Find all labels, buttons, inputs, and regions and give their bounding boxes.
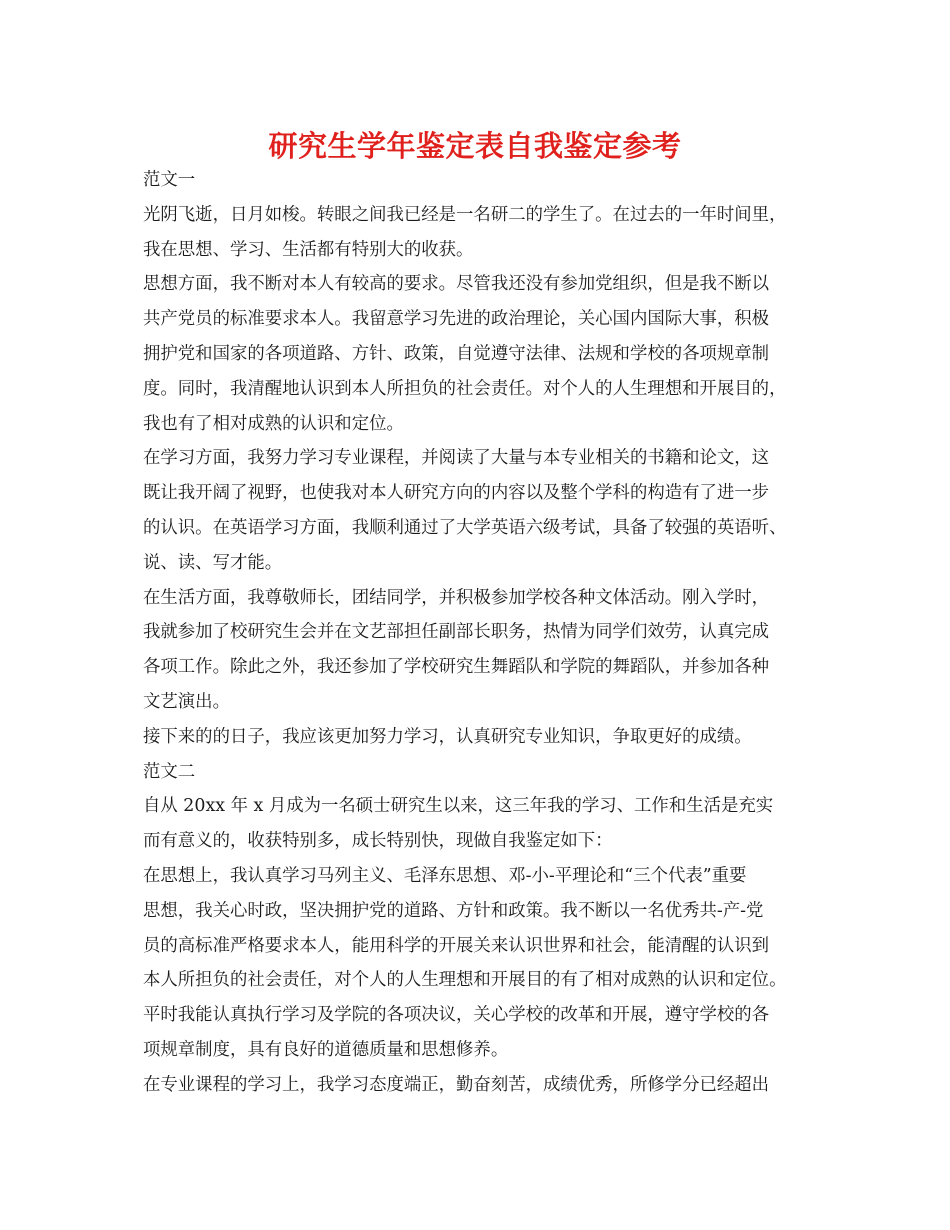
text-line: 共产党员的标准要求本人。我留意学习先进的政治理论，关心国内国际大事，积极 <box>143 309 770 330</box>
text-line: 在生活方面，我尊敬师长，团结同学，并积极参加学校各种文体活动。刚入学时， <box>143 587 770 608</box>
text-line: 思想，我关心时政，坚决拥护党的道路、方针和政策。我不断以一名优秀共-产-党 <box>143 900 764 921</box>
text-line: 我就参加了校研究生会并在文艺部担任副部长职务，热情为同学们效劳，认真完成 <box>143 622 770 643</box>
text-line: 范文一 <box>143 170 196 190</box>
text-line: 在专业课程的学习上，我学习态度端正，勤奋刻苦，成绩优秀，所修学分已经超出 <box>143 1074 770 1095</box>
text-line: 范文二 <box>143 761 196 782</box>
text-line: 项规章制度，具有良好的道德质量和思想修养。 <box>143 1039 509 1060</box>
text-line: 自从 20xx 年 x 月成为一名硕士研究生以来，这三年我的学习、工作和生活是充实 <box>143 796 774 817</box>
text-line: 度。同时，我清醒地认识到本人所担负的社会责任。对个人的人生理想和开展目的， <box>143 378 787 399</box>
text-line: 说、读、写才能。 <box>143 552 283 573</box>
text-line: 平时我能认真执行学习及学院的各项决议，关心学校的改革和开展，遵守学校的各 <box>143 1005 770 1026</box>
text-line: 员的高标准严格要求本人，能用科学的开展关来认识世界和社会，能清醒的认识到 <box>143 935 770 956</box>
text-line: 拥护党和国家的各项道路、方针、政策，自觉遵守法律、法规和学校的各项规章制 <box>143 343 770 364</box>
text-line: 各项工作。除此之外，我还参加了学校研究生舞蹈队和学院的舞蹈队，并参加各种 <box>143 657 770 678</box>
text-line: 本人所担负的社会责任，对个人的人生理想和开展目的有了相对成熟的认识和定位。 <box>143 970 787 991</box>
document-title: 研究生学年鉴定表自我鉴定参考 <box>268 129 682 163</box>
text-line: 思想方面，我不断对本人有较高的要求。尽管我还没有参加党组织，但是我不断以 <box>143 274 770 295</box>
text-line: 我也有了相对成熟的认识和定位。 <box>143 413 404 434</box>
text-line: 光阴飞逝，日月如梭。转眼之间我已经是一名研二的学生了。在过去的一年时间里， <box>143 204 787 225</box>
text-line: 在学习方面，我努力学习专业课程，并阅读了大量与本专业相关的书籍和论文，这 <box>143 448 770 469</box>
document-body <box>143 163 823 1103</box>
text-line: 我在思想、学习、生活都有特别大的收获。 <box>143 239 474 260</box>
text-line: 接下来的的日子，我应该更加努力学习，认真研究专业知识，争取更好的成绩。 <box>143 726 752 747</box>
text-line: 在思想上，我认真学习马列主义、毛泽东思想、邓-小-平理论和“三个代表”重要 <box>143 865 747 886</box>
text-line: 的认识。在英语学习方面，我顺利通过了大学英语六级考试，具备了较强的英语听、 <box>143 517 787 538</box>
text-line: 而有意义的，收获特别多，成长特别快，现做自我鉴定如下： <box>143 831 613 852</box>
text-line: 文艺演出。 <box>143 691 230 712</box>
text-line: 既让我开阔了视野，也使我对本人研究方向的内容以及整个学科的构造有了进一步 <box>143 483 770 504</box>
